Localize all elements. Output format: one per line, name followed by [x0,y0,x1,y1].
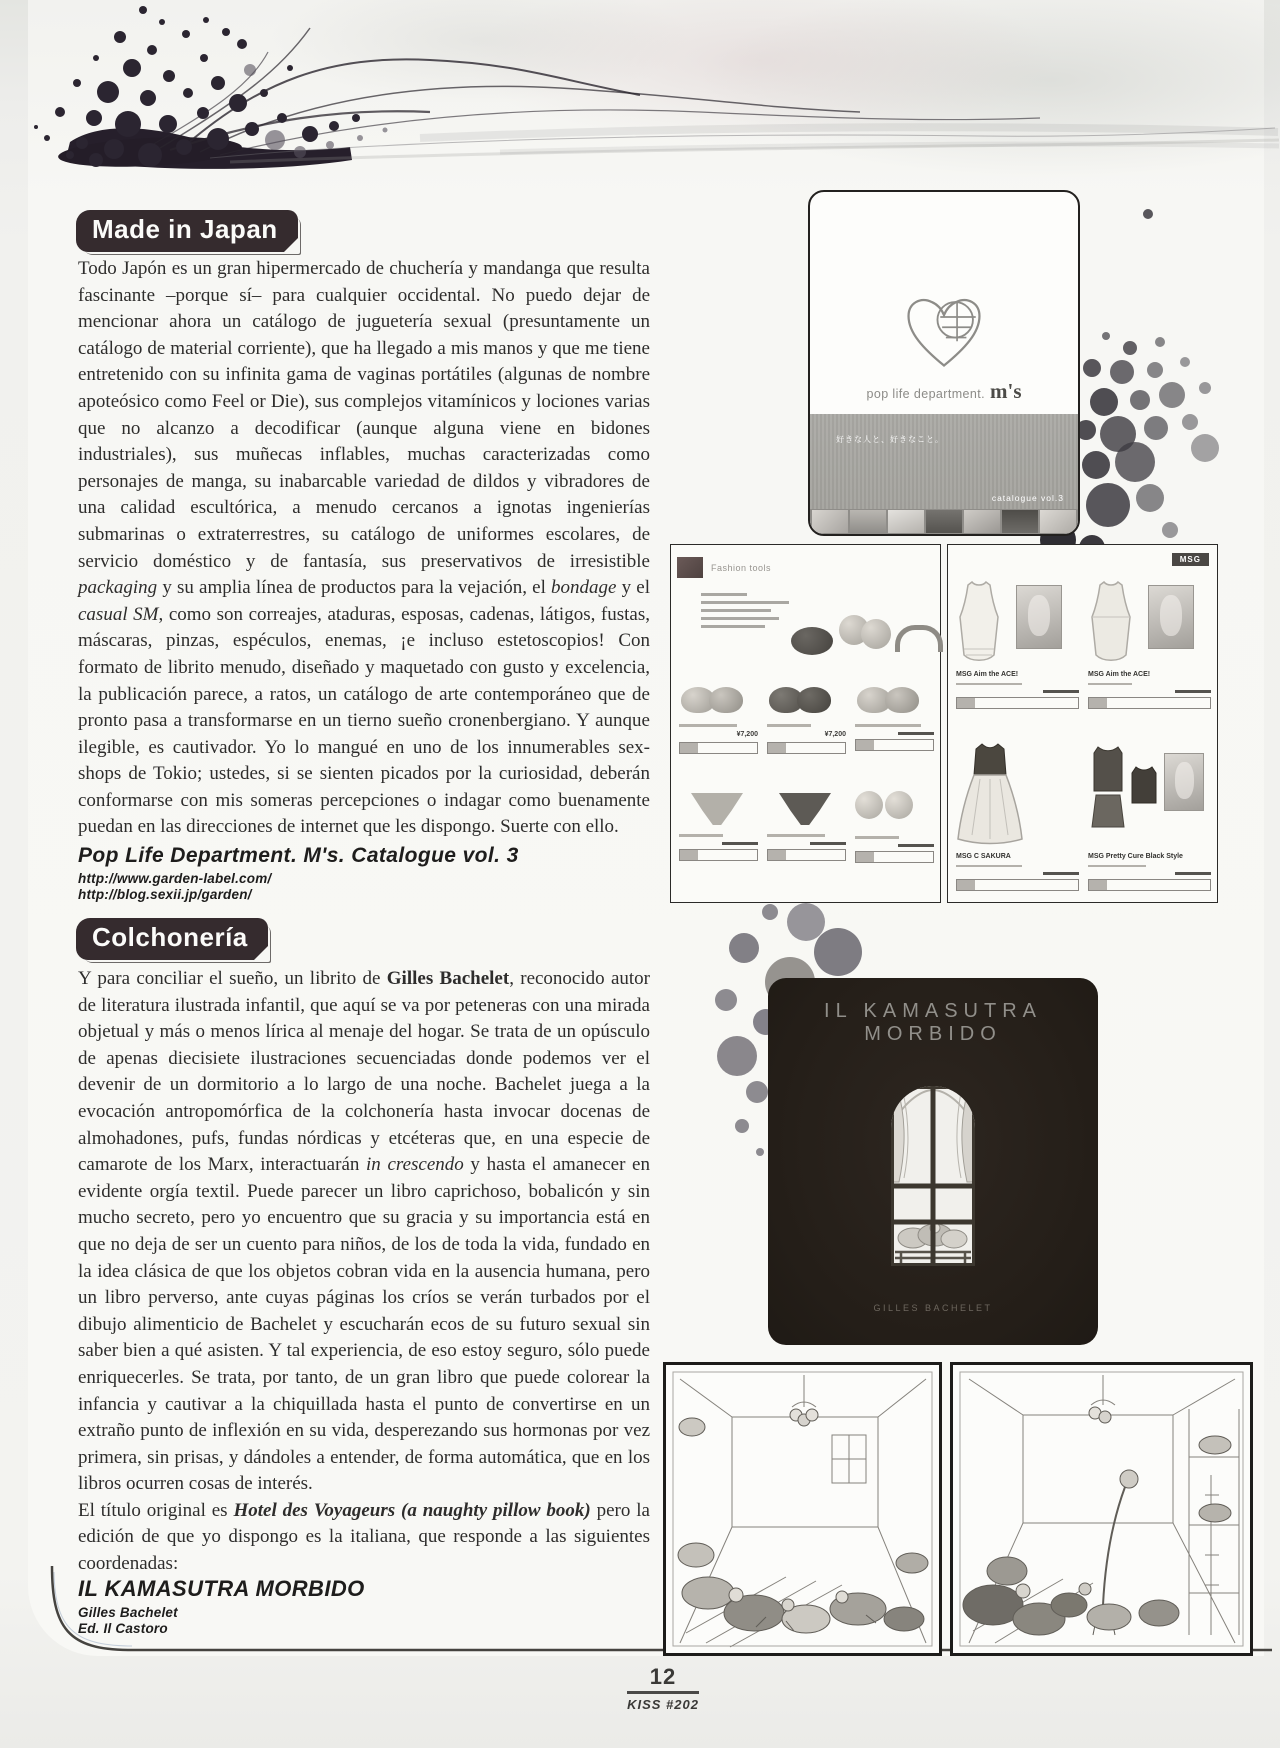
caption-placeholder [679,834,723,837]
tennis-dress-photo [1088,579,1134,665]
page-number: 12 [649,1664,677,1689]
caption-placeholder [855,836,899,839]
brand-text: pop life department. [866,387,985,401]
caption-placeholder [1088,865,1146,868]
reference-title: IL KAMASUTRA MORBIDO [78,1576,365,1601]
text-segment: El título original es [78,1499,234,1521]
caption-placeholder [855,724,921,727]
reference-url: http://blog.sexii.jp/garden/ [78,886,252,902]
original-title-bold-italic: Hotel des Voyageurs (a naughty pillow book) [233,1499,591,1521]
product-photo [895,617,933,651]
product-photo [773,789,840,831]
brand-mark: m's [990,379,1022,403]
product-row [956,741,1211,891]
caption-placeholder [767,724,811,727]
text-segment: y hasta el amanecer en evidente orgía textil. Puede parecer un libro caprichoso, bobalicón y sin mucho secreto, pero yo encuentro que su gracia y su importancia está en que no deja de ser un cuento para niños, de los de toda la vida, fundado en la idea clásica de que los objetos cobran vida en la ausencia humana, pero un libro perverso, ante cuyas páginas los críos se verán turbados por el dibujo alimenticio de Bachelet y escucharán ecos de su futuro sexual sin saber bien a qué asisten. Y tal experiencia, de eso estoy seguro, sólo puede enriquecerles. Se trata, por tanto, de un gran libro que puede colorear la infancia y cautivar a la chiquillada hasta el punto de convertirse en un extraño punto de inflexión en su vida, desperezando sus hormonas por vez primera, sin prisas, y dándoles a entender, de forma automática, que en los libros ocurren cosas de interés. [78,1154,650,1495]
thumbnail [1040,510,1076,533]
italic-term-bondage: bondage [551,577,617,599]
section-title: Colchonería [92,922,248,952]
caption-placeholder [679,724,737,727]
price-placeholder [1175,872,1211,875]
product-caption: MSG Aim the ACE! [956,671,1019,678]
product-code-box [767,849,846,861]
text-segment: pero la edición de que yo dispongo es la italiana, que responde a las siguientes coordenadas: [78,1499,650,1575]
thumbnail [926,510,962,533]
product-photo-row [791,601,933,671]
spread-header-label: Fashion tools [711,562,772,573]
price-placeholder [810,842,846,845]
author-name-bold: Gilles Bachelet [386,968,510,989]
product-photo [855,785,934,833]
product-caption: MSG C SAKURA [956,853,1011,860]
product-code-box [679,742,758,754]
text-segment: Todo Japón es un gran hipermercado de chuchería y mandanga que resulta fascinante –porque sí– para cualquier occidental. No puedo dejar de mencionar ahora un catálogo de juguetería sexual (presuntamente un catálogo de material corriente), que ha llegado a mis manos y que me tiene entretenido con su infinita gama de vaginas portátiles (algunas de nombre apoteósico como Feel or Die), sus complejos vitamínicos y lociones varias que no alcanzo a decodificar (aunque alguna viene en bidones industriales), sus muñecas inflables, muchas caracterizadas como personajes de manga, su inabarcable variedad de dildos y vibradores de una calidad escultórica, a menudo cercanos a ignotas ingenierías submarinas o extraterrestres, su catálogo de uniformes escolares, de servicio doméstico y de fantasía, sus preservativos de irresistible [78,258,650,572]
italic-term-packaging: packaging [78,577,158,599]
footer-divider [627,1691,699,1694]
reference-publisher: Ed. Il Castoro [78,1620,168,1636]
cover-tagline: 好きな人と、好きなこと。 [836,435,944,444]
price-placeholder [1043,872,1079,875]
price-label: ¥7,200 [824,730,846,738]
section-title: Made in Japan [92,214,278,244]
text-segment: y el [616,577,650,599]
product-code-box [956,697,1079,709]
product-cell [767,679,846,754]
illustration-right-image [950,1362,1253,1656]
thumbnail [888,510,924,533]
section-banner-colchoneria [76,918,268,960]
book-window-illustration [891,1086,975,1266]
price-placeholder [898,732,934,735]
product-code-box [855,739,934,751]
thumbnail [812,510,848,533]
product-photo [791,627,833,655]
product-photo [767,679,846,721]
italic-term-casual-sm: casual SM [78,603,159,625]
spread-header-icon [677,557,703,578]
product-row [679,785,934,863]
price-placeholder [1043,690,1079,693]
book-author: GILLES BACHELET [873,1303,993,1313]
room-illustration [666,1365,939,1653]
product-cell [679,785,758,863]
price-placeholder [898,844,934,847]
sakura-dress-photo [956,741,1024,845]
reference-author: Gilles Bachelet [78,1605,178,1620]
thumbnail [850,510,886,533]
product-code-box [767,742,846,754]
magazine-issue: KISS #202 [627,1696,699,1712]
product-row [679,679,934,754]
heart-logo-icon [896,289,992,373]
thumbnail [1002,510,1038,533]
product-cell [855,679,934,754]
product-code-box [956,879,1079,891]
reference-il-kamasutra-morbido [78,1576,365,1636]
italic-term-in-crescendo: in crescendo [366,1154,464,1176]
section-banner-made-in-japan [76,210,298,252]
catalog-spread-right-image [947,544,1218,903]
catalog-cover-image [808,190,1080,536]
catalog-cover-band [810,414,1078,509]
caption-placeholder [767,834,825,837]
text-segment: Y para conciliar el sueño, un librito de [78,968,387,989]
spread-header [677,557,771,578]
text-segment: , reconocido autor de literatura ilustrada infantil, que aquí se va por peteneras con una mirada objetual y más o menos lírica al menaje del hogar. Se trata de un opúsculo de apenas diecisiete ilustraciones secuenciadas donde podemos ver el devenir de un dormitorio a lo largo de una noche. Bachelet juega a la evocación antropomórfica de la colchonería hasta invocar docenas de almohadones, pufs, fundas nórdicas y etcéteras que, en una especie de camarote de los Marx, interactuarán [78,968,650,1176]
product-code-box [679,849,758,861]
model-photo [1164,753,1204,811]
product-cell [1088,579,1211,709]
illustration-left-image [663,1362,942,1656]
catalog-spread-left-image [670,544,941,903]
reference-url: http://www.garden-label.com/ [78,871,272,886]
product-row [956,579,1211,709]
caption-placeholder [956,683,1022,686]
text-segment: , como son correajes, ataduras, esposas, cadenas, látigos, fustas, máscaras, pinzas, espéculos, enemas, ¡e incluso estetoscopios! Con formato de librito menudo, diseñado y maquetado con gusto y excelencia, la publicación parece, a ratos, un catálogo de arte contemporáneo que de pronto pasa a transformarse en un tierno sueño cronenbergiano. Y aunque ilegible, es cautivador. Yo lo mangué en uno de los innumerables sex-shops de Tokio; ustedes, si se sienten picados por la curiosidad, deberán conformarse con mis someras percepciones o indagar como buenamente puedan en las direcciones de internet que les dispongo. Suerte con ello. [78,603,650,838]
spread-header-label: MSG [1172,553,1209,566]
text-segment: y su amplia línea de productos para la vejación, el [157,577,552,599]
page-footer [593,1664,733,1712]
product-cell [1088,741,1211,891]
product-cell [679,679,758,754]
catalog-cover-front [810,192,1078,414]
product-photo [839,611,891,651]
product-cell [855,785,934,863]
product-cell [956,741,1079,891]
thumbnail [964,510,1000,533]
tennis-dress-photo [956,579,1002,665]
product-caption: MSG Pretty Cure Black Style [1088,853,1183,860]
reference-title: Pop Life Department. M's. Catalogue vol. 3 [78,844,519,867]
book-title: IL KAMASUTRA MORBIDO [824,1000,1042,1045]
product-photo [855,679,934,721]
room-illustration [953,1365,1250,1653]
model-photo [1148,585,1194,649]
brand-lockup [867,379,1022,404]
price-placeholder [1175,690,1211,693]
cover-thumbnail-strip [810,509,1078,534]
cover-edition-label: catalogue vol.3 [991,493,1064,503]
article-colchoneria-text [78,966,650,1578]
product-code-box [855,851,934,863]
book-cover-image [768,978,1098,1345]
caption-placeholder [956,865,1022,868]
product-code-box [1088,697,1211,709]
price-placeholder [722,842,758,845]
article-made-in-japan-text [78,256,650,841]
product-code-box [1088,879,1211,891]
reference-pop-life-department [78,844,519,902]
price-label: ¥7,200 [736,730,758,738]
product-cell [767,785,846,863]
product-cell [956,579,1079,709]
product-photo [685,789,752,831]
product-photo [679,679,758,721]
intro-text-placeholder [701,593,791,633]
caption-placeholder [1088,683,1132,686]
product-caption: MSG Aim the ACE! [1088,671,1151,678]
model-photo [1016,585,1062,649]
